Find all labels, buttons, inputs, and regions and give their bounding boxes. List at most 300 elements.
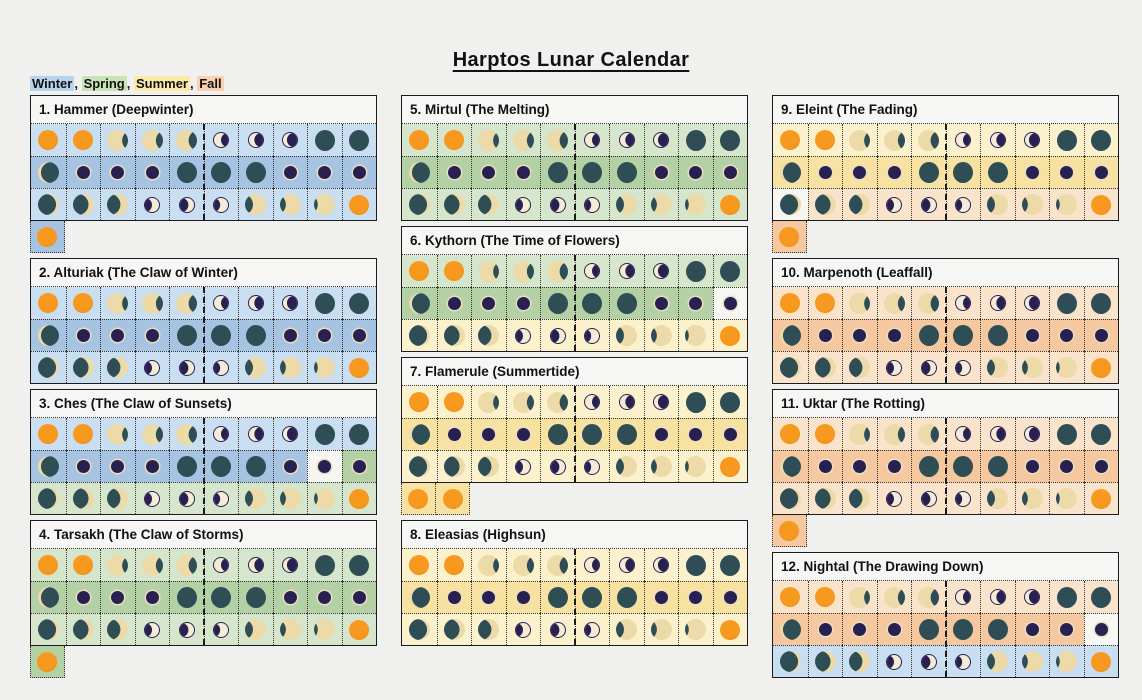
moon-dark-moon-icon bbox=[246, 162, 266, 183]
day-cell-2 bbox=[66, 287, 101, 319]
day-cell-10 bbox=[713, 255, 748, 287]
day-cell-4 bbox=[506, 124, 541, 156]
day-cell-28 bbox=[273, 613, 308, 645]
day-cell-5 bbox=[540, 124, 575, 156]
day-cell-22 bbox=[437, 613, 472, 645]
moon-shadow bbox=[887, 655, 894, 669]
day-cell-8 bbox=[273, 124, 308, 156]
moon-new-moon-icon bbox=[1095, 166, 1108, 179]
day-cell-8 bbox=[644, 549, 679, 581]
moon-shadow bbox=[107, 357, 120, 378]
moon-shadow bbox=[658, 395, 668, 409]
moon-new-moon-icon bbox=[353, 460, 366, 473]
day-cell-30 bbox=[713, 319, 748, 351]
moon-shadow bbox=[214, 198, 220, 212]
moon-waxing-gibbous-icon bbox=[651, 325, 672, 346]
day-cell-14 bbox=[877, 319, 912, 351]
moon-shadow bbox=[245, 357, 253, 378]
day-cell-13 bbox=[471, 581, 506, 613]
day-cell-28 bbox=[1015, 351, 1050, 383]
moon-waxing-gibbous-icon bbox=[1056, 488, 1077, 509]
day-cell-6 bbox=[204, 418, 239, 450]
moon-first-quarter-icon bbox=[214, 361, 228, 375]
moon-shadow bbox=[592, 264, 599, 278]
moon-new-moon-icon bbox=[318, 329, 331, 342]
day-cell-19 bbox=[1049, 450, 1084, 482]
moon-shadow bbox=[180, 361, 188, 375]
moon-waxing-gibbous-icon bbox=[1056, 357, 1077, 378]
moon-last-quarter-icon bbox=[214, 133, 228, 147]
day-cell-20 bbox=[342, 319, 377, 351]
moon-first-quarter-icon bbox=[180, 198, 194, 212]
moon-waning-crescent-icon bbox=[654, 264, 668, 278]
day-grid bbox=[31, 287, 376, 383]
moon-dark-moon-icon bbox=[315, 293, 335, 314]
moon-shadow bbox=[651, 194, 657, 215]
calendar-column-1 bbox=[30, 95, 377, 683]
moon-waning-gibbous-icon bbox=[513, 261, 534, 282]
day-cell-19 bbox=[678, 287, 713, 319]
day-cell-25 bbox=[169, 613, 204, 645]
moon-shadow bbox=[444, 456, 460, 477]
moon-shadow bbox=[280, 357, 286, 378]
moon-new-moon-icon bbox=[655, 428, 668, 441]
month-block-12 bbox=[772, 552, 1119, 678]
moon-waxing-gibbous-icon bbox=[987, 357, 1008, 378]
moon-waxing-gibbous-icon bbox=[616, 194, 637, 215]
day-cell-15 bbox=[169, 156, 204, 188]
moon-new-moon-icon bbox=[888, 329, 901, 342]
moon-new-moon-icon bbox=[819, 166, 832, 179]
month-header: 2. Alturiak (The Claw of Winter) bbox=[31, 259, 376, 287]
festival-row bbox=[401, 483, 748, 515]
moon-new-moon-icon bbox=[284, 591, 297, 604]
moon-waxing-sliver-icon bbox=[38, 619, 59, 640]
moon-dark-moon-icon bbox=[919, 456, 939, 477]
moon-full-moon-icon bbox=[444, 555, 464, 575]
moon-dark-moon-icon bbox=[349, 130, 369, 151]
moon-shadow bbox=[551, 460, 559, 474]
moon-shadow bbox=[592, 558, 599, 572]
moon-shadow bbox=[815, 357, 831, 378]
day-cell-18 bbox=[644, 418, 679, 450]
moon-first-quarter-icon bbox=[585, 623, 599, 637]
moon-shadow bbox=[616, 325, 624, 346]
moon-shadow bbox=[560, 130, 568, 151]
moon-shadow bbox=[625, 264, 634, 278]
day-cell-10 bbox=[713, 124, 748, 156]
moon-shadow bbox=[145, 623, 152, 637]
moon-shadow bbox=[516, 329, 523, 343]
day-cell-22 bbox=[66, 351, 101, 383]
moon-shadow bbox=[625, 395, 634, 409]
day-cell-21 bbox=[31, 482, 66, 514]
day-cell-21 bbox=[31, 613, 66, 645]
day-cell-18 bbox=[1015, 613, 1050, 645]
day-cell-3 bbox=[100, 418, 135, 450]
day-cell-12 bbox=[808, 156, 843, 188]
moon-shadow bbox=[864, 587, 870, 608]
day-cell-5 bbox=[911, 418, 946, 450]
moon-new-moon-icon bbox=[517, 297, 530, 310]
day-cell-22 bbox=[66, 482, 101, 514]
day-cell-7 bbox=[609, 124, 644, 156]
day-cell-27 bbox=[238, 188, 273, 220]
month-header: 5. Mirtul (The Melting) bbox=[402, 96, 747, 124]
day-cell-25 bbox=[169, 351, 204, 383]
moon-shadow bbox=[996, 590, 1005, 604]
moon-shadow bbox=[780, 357, 798, 378]
day-cell-23 bbox=[842, 351, 877, 383]
moon-waxing-gibbous-icon bbox=[1056, 651, 1077, 672]
day-cell-7 bbox=[238, 124, 273, 156]
day-cell-3 bbox=[100, 287, 135, 319]
moon-waning-crescent-icon bbox=[283, 133, 297, 147]
day-cell-9 bbox=[1049, 418, 1084, 450]
day-cell-23 bbox=[471, 188, 506, 220]
moon-shadow bbox=[73, 619, 89, 640]
day-cell-1 bbox=[31, 418, 66, 450]
day-grid bbox=[402, 549, 747, 645]
festival-row bbox=[30, 646, 377, 678]
day-cell-11 bbox=[31, 450, 66, 482]
moon-dark-moon-icon bbox=[686, 130, 706, 151]
moon-full-moon-icon bbox=[73, 293, 93, 313]
moon-shadow bbox=[987, 357, 995, 378]
moon-waxing-crescent-icon bbox=[444, 456, 465, 477]
month-header: 6. Kythorn (The Time of Flowers) bbox=[402, 227, 747, 255]
moon-first-quarter-icon bbox=[214, 623, 228, 637]
moon-new-moon-icon bbox=[853, 623, 866, 636]
moon-waning-gibbous-icon bbox=[478, 261, 499, 282]
moon-shadow bbox=[180, 623, 188, 637]
day-cell-21 bbox=[31, 188, 66, 220]
day-cell-23 bbox=[471, 613, 506, 645]
moon-new-moon-icon bbox=[724, 591, 737, 604]
moon-full-moon-icon bbox=[349, 620, 369, 640]
day-cell-21 bbox=[402, 450, 437, 482]
moon-shadow bbox=[987, 651, 995, 672]
moon-shadow bbox=[931, 130, 939, 151]
moon-full-moon-icon bbox=[443, 489, 463, 509]
moon-shadow bbox=[956, 655, 962, 669]
moon-dark-moon-icon bbox=[548, 293, 568, 314]
moon-shadow bbox=[189, 130, 197, 151]
day-cell-12 bbox=[437, 156, 472, 188]
moon-full-moon-icon bbox=[73, 424, 93, 444]
day-cell-26 bbox=[204, 482, 239, 514]
moon-waning-gibbous-icon bbox=[176, 424, 197, 445]
moon-shadow bbox=[560, 555, 568, 576]
moon-shadow bbox=[527, 261, 534, 282]
moon-shadow bbox=[658, 264, 668, 278]
day-cell-29 bbox=[678, 450, 713, 482]
moon-shadow bbox=[221, 296, 228, 310]
moon-full-moon-icon bbox=[409, 261, 429, 281]
moon-first-quarter-icon bbox=[922, 655, 936, 669]
moon-first-quarter-icon bbox=[887, 361, 901, 375]
day-cell-24 bbox=[877, 351, 912, 383]
moon-first-quarter-icon bbox=[145, 198, 159, 212]
day-cell-7 bbox=[980, 287, 1015, 319]
moon-first-quarter-icon bbox=[180, 361, 194, 375]
moon-waning-gibbous-icon bbox=[547, 130, 568, 151]
moon-shadow bbox=[493, 555, 499, 576]
moon-waning-gibbous-icon bbox=[176, 555, 197, 576]
day-cell-26 bbox=[946, 482, 981, 514]
moon-waxing-crescent-icon bbox=[849, 651, 870, 672]
day-cell-20 bbox=[713, 287, 748, 319]
day-cell-12 bbox=[808, 613, 843, 645]
moon-last-quarter-icon bbox=[214, 427, 228, 441]
day-cell-17 bbox=[609, 581, 644, 613]
moon-first-quarter-icon bbox=[516, 460, 530, 474]
moon-new-moon-icon bbox=[1026, 166, 1039, 179]
moon-dark-moon-icon bbox=[582, 162, 602, 183]
moon-waxing-sliver-icon bbox=[409, 456, 430, 477]
moon-shadow bbox=[122, 555, 128, 576]
moon-shadow bbox=[314, 619, 318, 640]
moon-new-moon-icon bbox=[1026, 623, 1039, 636]
moon-dark-moon-icon bbox=[582, 293, 602, 314]
festival-row bbox=[772, 221, 1119, 253]
moon-shadow bbox=[651, 619, 657, 640]
moon-new-moon-icon bbox=[448, 591, 461, 604]
moon-first-quarter-icon bbox=[214, 492, 228, 506]
moon-new-moon-icon bbox=[353, 329, 366, 342]
day-cell-7 bbox=[609, 255, 644, 287]
moon-waxing-gibbous-icon bbox=[685, 619, 706, 640]
moon-waxing-crescent-icon bbox=[444, 194, 465, 215]
moon-new-moon-icon bbox=[819, 623, 832, 636]
day-cell-13 bbox=[100, 450, 135, 482]
moon-first-quarter-icon bbox=[585, 329, 599, 343]
moon-waxing-gibbous-icon bbox=[651, 619, 672, 640]
day-cell-14 bbox=[135, 156, 170, 188]
moon-full-moon-icon bbox=[409, 555, 429, 575]
day-cell-30 bbox=[342, 482, 377, 514]
day-cell-8 bbox=[644, 124, 679, 156]
day-cell-13 bbox=[100, 581, 135, 613]
moon-shadow bbox=[73, 357, 89, 378]
moon-shadow bbox=[221, 427, 228, 441]
moon-shadow bbox=[254, 427, 263, 441]
moon-waxing-crescent-icon bbox=[815, 194, 836, 215]
day-cell-18 bbox=[273, 319, 308, 351]
day-cell-27 bbox=[980, 351, 1015, 383]
moon-dark-moon-icon bbox=[177, 587, 197, 608]
day-cell-21 bbox=[402, 613, 437, 645]
day-cell-26 bbox=[946, 351, 981, 383]
day-cell-30 bbox=[713, 613, 748, 645]
day-cell-2 bbox=[437, 386, 472, 418]
moon-new-moon-icon bbox=[689, 166, 702, 179]
moon-shadow bbox=[478, 456, 491, 477]
moon-shadow bbox=[516, 460, 523, 474]
day-cell-25 bbox=[540, 319, 575, 351]
day-cell-4 bbox=[877, 287, 912, 319]
moon-waning-crescent-icon bbox=[249, 296, 263, 310]
moon-waning-sliver-icon bbox=[780, 162, 801, 183]
day-cell-3 bbox=[842, 418, 877, 450]
moon-dark-moon-icon bbox=[177, 162, 197, 183]
moon-waxing-crescent-icon bbox=[849, 194, 870, 215]
day-cell-20 bbox=[342, 156, 377, 188]
moon-full-moon-icon bbox=[1091, 358, 1111, 378]
day-cell-14 bbox=[135, 450, 170, 482]
moon-shadow bbox=[898, 293, 905, 314]
day-cell-20 bbox=[713, 156, 748, 188]
moon-waning-crescent-icon bbox=[654, 133, 668, 147]
moon-waxing-crescent-icon bbox=[444, 619, 465, 640]
day-cell-8 bbox=[1015, 287, 1050, 319]
day-cell-18 bbox=[273, 156, 308, 188]
moon-shadow bbox=[1056, 357, 1060, 378]
day-cell-29 bbox=[1049, 188, 1084, 220]
moon-dark-moon-icon bbox=[1057, 293, 1077, 314]
day-cell-7 bbox=[238, 418, 273, 450]
day-cell-14 bbox=[877, 450, 912, 482]
moon-shadow bbox=[922, 198, 930, 212]
moon-waning-gibbous-icon bbox=[849, 130, 870, 151]
moon-shadow bbox=[815, 194, 831, 215]
day-cell-12 bbox=[808, 319, 843, 351]
moon-last-quarter-icon bbox=[956, 427, 970, 441]
day-cell-10 bbox=[713, 549, 748, 581]
moon-shadow bbox=[409, 456, 427, 477]
day-cell-5 bbox=[169, 287, 204, 319]
day-cell-21 bbox=[402, 188, 437, 220]
moon-shadow bbox=[783, 162, 801, 183]
moon-dark-moon-icon bbox=[315, 424, 335, 445]
moon-waning-gibbous-icon bbox=[513, 392, 534, 413]
day-cell-16 bbox=[575, 581, 610, 613]
moon-waxing-sliver-icon bbox=[780, 194, 801, 215]
moon-waning-gibbous-icon bbox=[142, 424, 163, 445]
moon-waning-sliver-icon bbox=[409, 424, 430, 445]
month-frame bbox=[30, 258, 377, 384]
moon-shadow bbox=[314, 488, 318, 509]
day-cell-14 bbox=[506, 581, 541, 613]
day-cell-25 bbox=[169, 482, 204, 514]
day-cell-5 bbox=[540, 549, 575, 581]
day-cell-16 bbox=[204, 319, 239, 351]
moon-new-moon-icon bbox=[284, 166, 297, 179]
moon-full-moon-icon bbox=[409, 392, 429, 412]
moon-full-moon-icon bbox=[349, 489, 369, 509]
moon-first-quarter-icon bbox=[145, 623, 159, 637]
moon-waxing-crescent-icon bbox=[478, 619, 499, 640]
moon-full-moon-icon bbox=[815, 424, 835, 444]
moon-new-moon-icon bbox=[482, 428, 495, 441]
moon-shadow bbox=[987, 488, 995, 509]
moon-waning-gibbous-icon bbox=[918, 587, 939, 608]
moon-shadow bbox=[409, 619, 427, 640]
moon-waxing-crescent-icon bbox=[478, 456, 499, 477]
moon-shadow bbox=[1029, 590, 1039, 604]
day-grid bbox=[402, 124, 747, 220]
day-cell-30 bbox=[342, 351, 377, 383]
moon-shadow bbox=[956, 492, 962, 506]
moon-shadow bbox=[887, 492, 894, 506]
month-block-8 bbox=[401, 520, 748, 646]
moon-first-quarter-icon bbox=[145, 492, 159, 506]
day-cell-16 bbox=[575, 418, 610, 450]
moon-shadow bbox=[887, 361, 894, 375]
month-block-7 bbox=[401, 357, 748, 515]
moon-shadow bbox=[221, 133, 228, 147]
day-cell-23 bbox=[842, 188, 877, 220]
month-frame bbox=[30, 520, 377, 646]
moon-waning-gibbous-icon bbox=[547, 261, 568, 282]
day-cell-20 bbox=[713, 418, 748, 450]
moon-new-moon-icon bbox=[111, 329, 124, 342]
moon-shadow bbox=[625, 133, 634, 147]
day-cell-15 bbox=[911, 319, 946, 351]
moon-dark-moon-icon bbox=[686, 392, 706, 413]
moon-new-moon-icon bbox=[482, 166, 495, 179]
day-cell-27 bbox=[609, 319, 644, 351]
day-cell-7 bbox=[980, 418, 1015, 450]
month-header: 9. Eleint (The Fading) bbox=[773, 96, 1118, 124]
moon-waning-gibbous-icon bbox=[547, 392, 568, 413]
moon-dark-moon-icon bbox=[246, 325, 266, 346]
day-cell-11 bbox=[31, 319, 66, 351]
moon-dark-moon-icon bbox=[1091, 424, 1111, 445]
day-cell-26 bbox=[575, 613, 610, 645]
moon-shadow bbox=[922, 492, 930, 506]
day-cell-15 bbox=[169, 450, 204, 482]
moon-dark-moon-icon bbox=[1057, 424, 1077, 445]
day-cell-17 bbox=[980, 156, 1015, 188]
moon-full-moon-icon bbox=[38, 293, 58, 313]
day-cell-17 bbox=[238, 581, 273, 613]
moon-shadow bbox=[685, 456, 689, 477]
moon-dark-moon-icon bbox=[720, 392, 740, 413]
day-cell-24 bbox=[506, 188, 541, 220]
day-cell-6 bbox=[575, 255, 610, 287]
moon-shadow bbox=[898, 130, 905, 151]
moon-new-moon-icon bbox=[819, 329, 832, 342]
moon-full-moon-icon bbox=[720, 326, 740, 346]
moon-waxing-gibbous-icon bbox=[314, 488, 335, 509]
moon-waxing-gibbous-icon bbox=[280, 488, 301, 509]
month-header: 4. Tarsakh (The Claw of Storms) bbox=[31, 521, 376, 549]
moon-waning-gibbous-icon bbox=[176, 130, 197, 151]
moon-new-moon-icon bbox=[146, 591, 159, 604]
moon-full-moon-icon bbox=[780, 130, 800, 150]
moon-new-moon-icon bbox=[1060, 329, 1073, 342]
moon-shadow bbox=[922, 655, 930, 669]
moon-waxing-gibbous-icon bbox=[987, 194, 1008, 215]
moon-dark-moon-icon bbox=[177, 456, 197, 477]
moon-shadow bbox=[254, 558, 263, 572]
moon-first-quarter-icon bbox=[887, 198, 901, 212]
moon-full-moon-icon bbox=[779, 521, 799, 541]
day-cell-8 bbox=[644, 386, 679, 418]
moon-dark-moon-icon bbox=[720, 261, 740, 282]
moon-last-quarter-icon bbox=[214, 296, 228, 310]
day-cell-19 bbox=[678, 156, 713, 188]
day-cell-23 bbox=[842, 482, 877, 514]
day-cell-9 bbox=[307, 287, 342, 319]
moon-waning-crescent-icon bbox=[283, 296, 297, 310]
day-cell-8 bbox=[1015, 124, 1050, 156]
moon-shadow bbox=[156, 555, 163, 576]
moon-new-moon-icon bbox=[284, 329, 297, 342]
moon-shadow bbox=[107, 194, 120, 215]
moon-new-moon-icon bbox=[819, 460, 832, 473]
